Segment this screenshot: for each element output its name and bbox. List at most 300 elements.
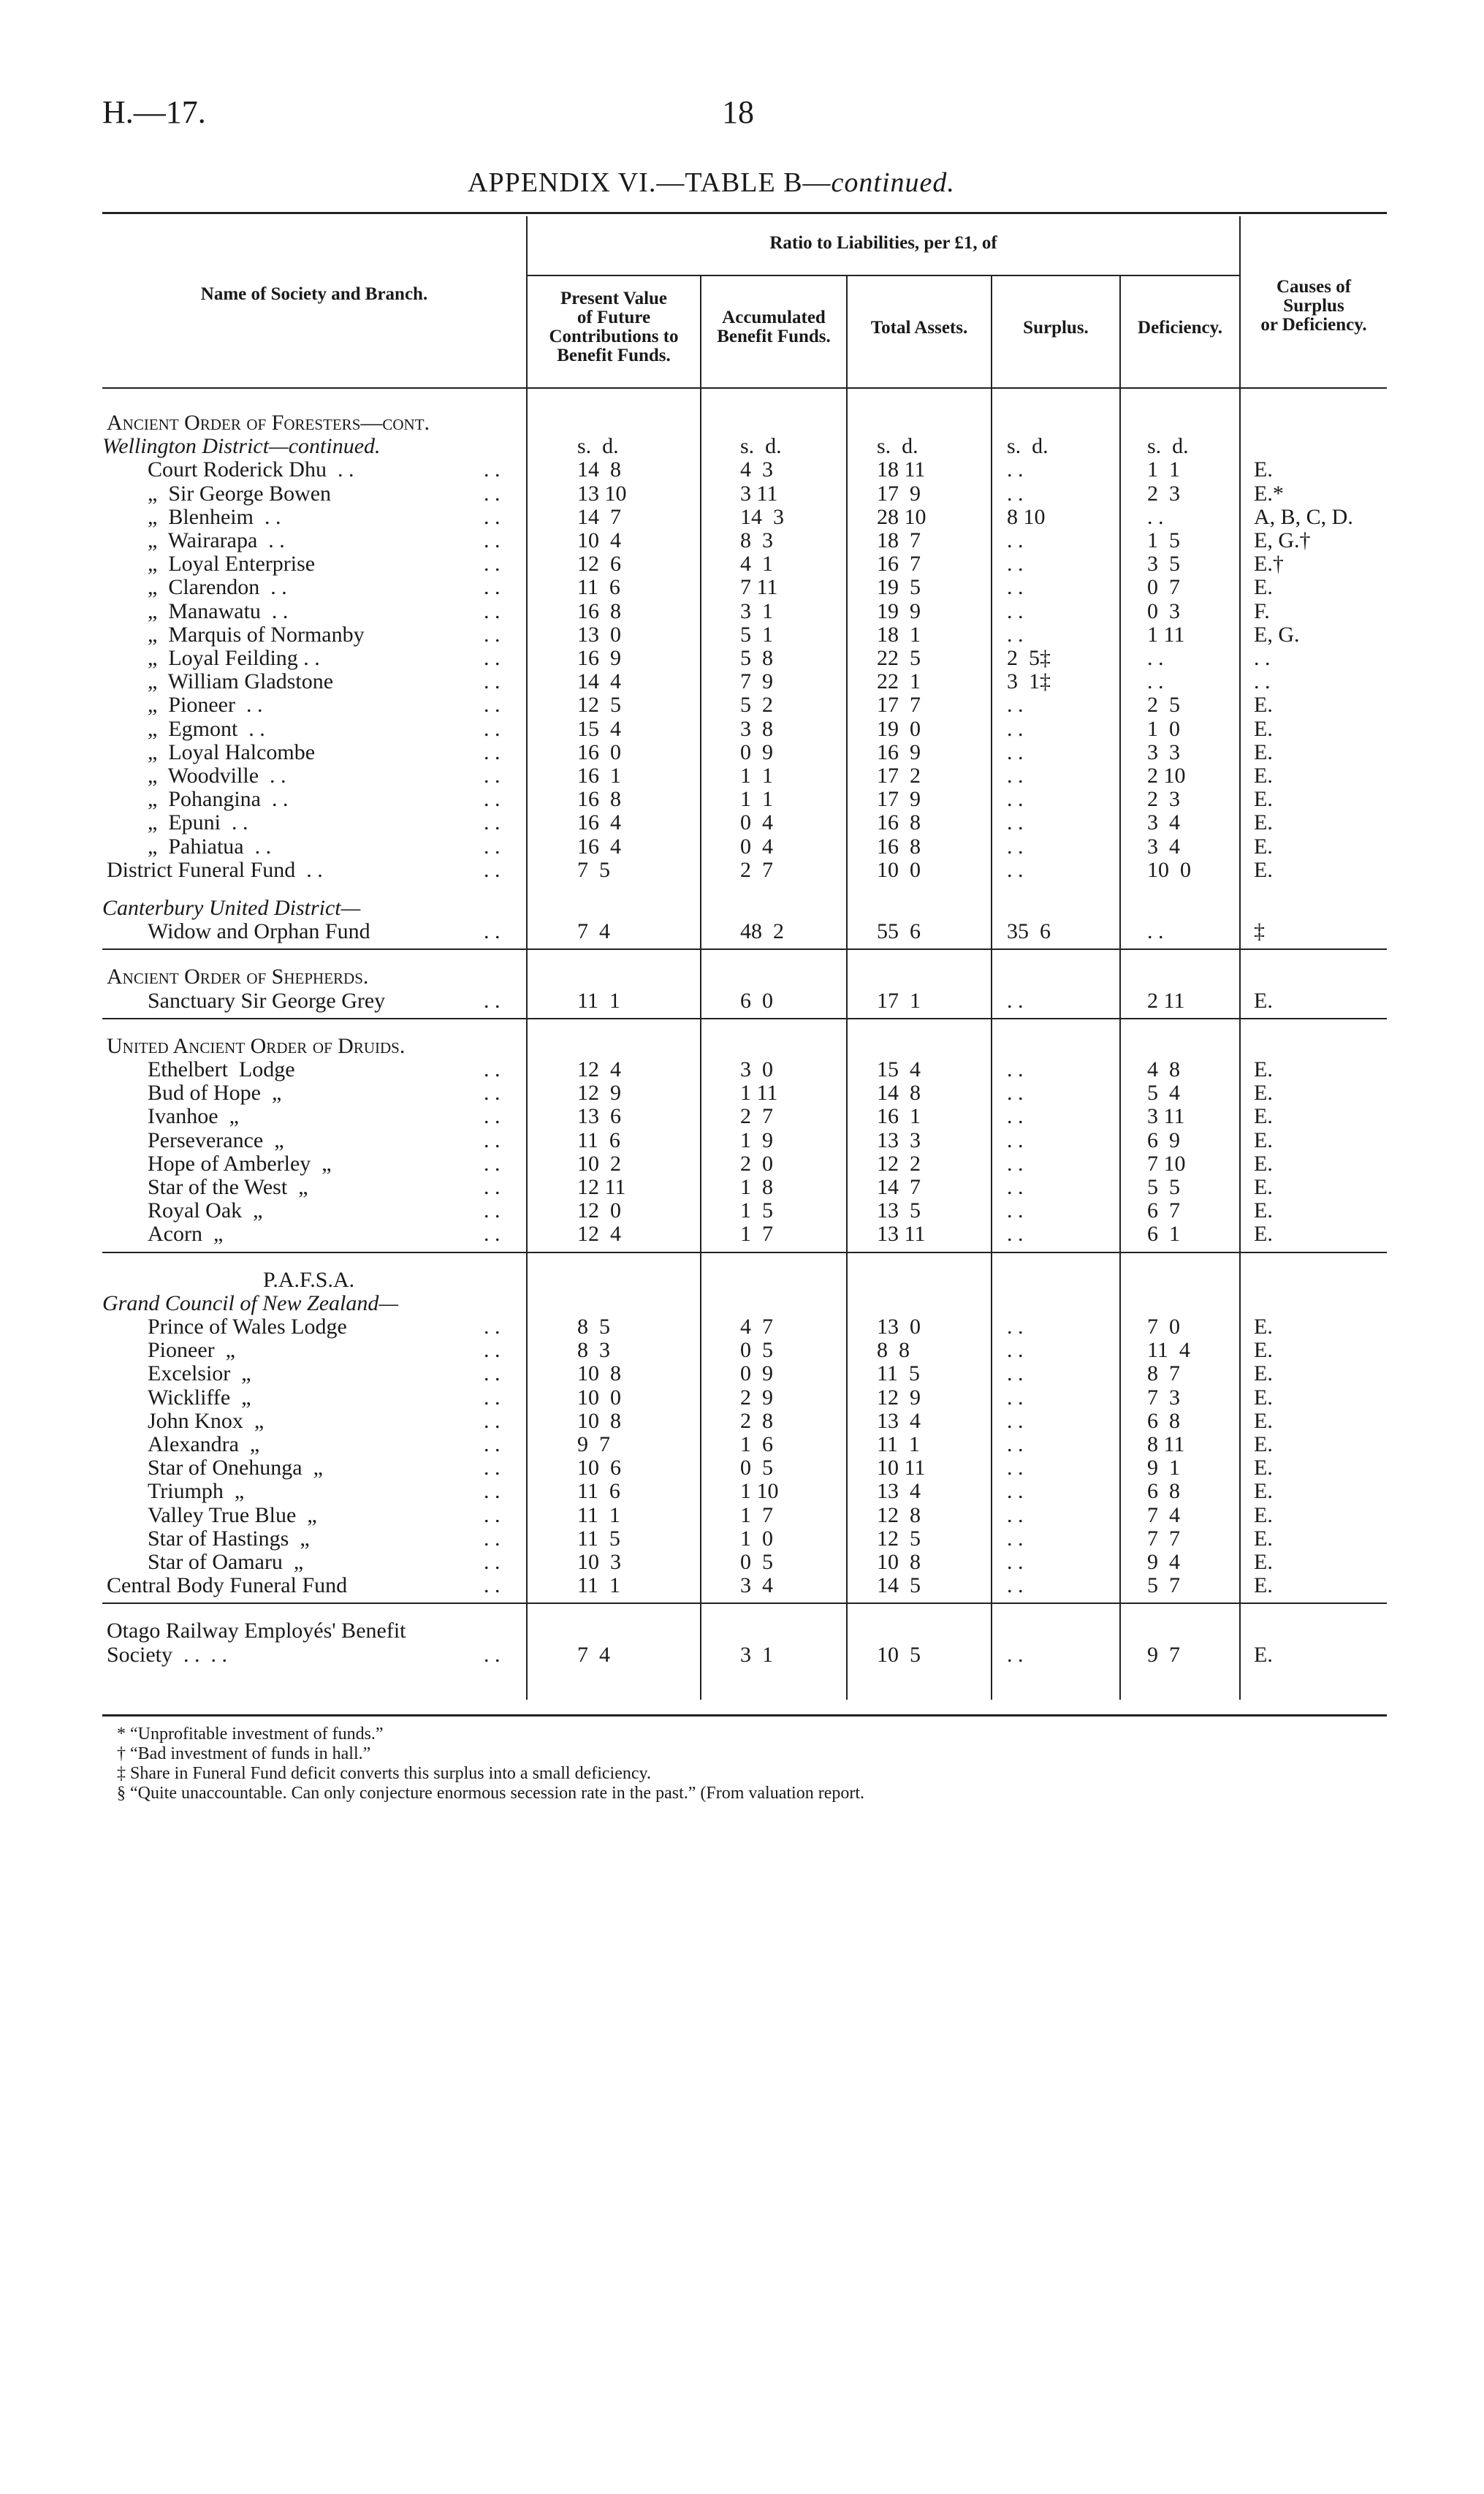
table-row	[0, 575, 1484, 599]
leader-dots: . .	[484, 1385, 501, 1410]
cell-surplus: . .	[1007, 1081, 1024, 1106]
row-name: Grand Council of New Zealand—	[102, 1290, 399, 1315]
table-row	[0, 693, 1484, 717]
cell-pv: 12 4	[577, 1222, 621, 1247]
cell-causes: E.	[1254, 857, 1273, 882]
leader-dots: . .	[484, 552, 501, 577]
cell-causes: E.	[1254, 1081, 1273, 1106]
cell-acc: 14 3	[740, 504, 784, 529]
leader-dots: . .	[484, 919, 501, 944]
table-row	[0, 1385, 1484, 1410]
cell-pv: 10 0	[577, 1385, 621, 1410]
row-name: Acorn „	[148, 1222, 224, 1247]
cell-acc: 2 8	[740, 1408, 773, 1433]
cell-acc: 1 1	[740, 764, 773, 788]
cell-causes: E.	[1254, 1315, 1273, 1339]
leader-dots: . .	[484, 1642, 501, 1667]
cell-total: 12 8	[877, 1502, 921, 1527]
cell-causes: E.	[1254, 1456, 1273, 1480]
cell-pv: 11 6	[577, 1479, 620, 1504]
cell-deficiency: 6 1	[1147, 1222, 1180, 1247]
cell-total: 17 7	[877, 693, 921, 718]
table-row	[0, 1291, 1484, 1315]
cell-total: 13 4	[877, 1408, 921, 1433]
leader-dots: . .	[484, 1573, 501, 1598]
cell-total: s. d.	[877, 434, 918, 459]
cell-deficiency: 2 3	[1147, 481, 1180, 506]
cell-surplus: . .	[1007, 787, 1024, 812]
table-row	[0, 989, 1484, 1013]
table-row	[0, 858, 1484, 882]
table-row	[0, 965, 1484, 989]
row-name: Star of Hastings „	[148, 1526, 310, 1551]
cell-surplus: . .	[1007, 457, 1024, 482]
cell-deficiency: 1 11	[1147, 622, 1185, 647]
cell-deficiency: 1 1	[1147, 457, 1180, 482]
cell-acc: 4 3	[740, 457, 773, 482]
table-row	[0, 411, 1484, 435]
cell-surplus: . .	[1007, 988, 1024, 1013]
cell-causes: E.	[1254, 834, 1273, 859]
cell-deficiency: 11 4	[1147, 1338, 1190, 1363]
cell-total: 11 5	[877, 1361, 920, 1386]
cell-surplus: . .	[1007, 1385, 1024, 1410]
table-row	[0, 599, 1484, 623]
row-name: Widow and Orphan Fund	[148, 919, 370, 944]
cell-surplus: . .	[1007, 1456, 1024, 1480]
cell-surplus: . .	[1007, 764, 1024, 788]
cell-total: 10 5	[877, 1642, 921, 1667]
cell-pv: 11 6	[577, 575, 620, 600]
cell-surplus: . .	[1007, 1128, 1024, 1152]
cell-deficiency: 8 11	[1147, 1432, 1185, 1456]
cell-pv: 10 6	[577, 1456, 621, 1480]
cell-pv: 16 4	[577, 834, 621, 859]
cell-acc: 0 9	[740, 740, 773, 764]
leader-dots: . .	[484, 1432, 501, 1456]
cell-total: 12 5	[877, 1526, 921, 1551]
cell-causes: A, B, C, D.	[1254, 504, 1353, 529]
table-row	[0, 810, 1484, 834]
leader-dots: . .	[484, 1222, 501, 1247]
cell-deficiency: 3 11	[1147, 1104, 1185, 1129]
page-reference: H.—17.	[102, 94, 206, 130]
table-row	[0, 1104, 1484, 1128]
row-name: Wellington District—continued.	[102, 434, 381, 459]
header-total-assets: Total Assets.	[870, 318, 968, 338]
cell-acc: 0 5	[740, 1550, 773, 1574]
row-name: Ancient Order of Shepherds.	[107, 965, 369, 989]
cell-acc: 0 9	[740, 1361, 773, 1386]
row-name: Valley True Blue „	[148, 1502, 317, 1527]
table-row	[0, 1643, 1484, 1667]
cell-acc: 1 0	[740, 1526, 773, 1551]
leader-dots: . .	[484, 646, 501, 670]
row-name: P.A.F.S.A.	[263, 1267, 355, 1292]
cell-pv: 11 1	[577, 1573, 620, 1598]
row-name: „ Marquis of Normanby	[148, 622, 365, 647]
leader-dots: . .	[484, 481, 501, 506]
cell-total: 55 6	[877, 919, 921, 944]
table-row	[0, 1550, 1484, 1574]
cell-pv: 10 4	[577, 528, 621, 552]
leader-dots: . .	[484, 622, 501, 647]
leader-dots: . .	[484, 740, 501, 764]
cell-acc: 5 1	[740, 622, 773, 647]
row-name: Canterbury United District—	[102, 896, 361, 920]
leader-dots: . .	[484, 528, 501, 552]
cell-acc: 3 11	[740, 481, 778, 506]
table-row	[0, 717, 1484, 741]
cell-deficiency: 0 7	[1147, 575, 1180, 600]
leader-dots: . .	[484, 988, 501, 1013]
cell-deficiency: 2 5	[1147, 693, 1180, 718]
cell-causes: E.*	[1254, 481, 1284, 506]
footnote: † “Bad investment of funds in hall.”	[117, 1744, 371, 1763]
cell-pv: 12 0	[577, 1198, 621, 1223]
cell-surplus: . .	[1007, 740, 1024, 764]
table-row	[0, 528, 1484, 552]
table-row	[0, 1619, 1484, 1643]
cell-causes: E.	[1254, 1104, 1273, 1129]
table-row	[0, 1175, 1484, 1199]
cell-deficiency: 6 7	[1147, 1198, 1180, 1223]
cell-deficiency: 2 3	[1147, 787, 1180, 812]
leader-dots: . .	[484, 1104, 501, 1129]
cell-causes: . .	[1254, 669, 1271, 694]
cell-acc: s. d.	[740, 434, 782, 459]
cell-pv: 10 3	[577, 1550, 621, 1574]
cell-surplus: . .	[1007, 857, 1024, 882]
cell-total: 8 8	[877, 1338, 910, 1363]
row-name: Otago Railway Employés' Benefit	[107, 1619, 406, 1643]
row-name: „ Woodville . .	[148, 764, 286, 788]
cell-causes: E.	[1254, 693, 1273, 718]
cell-causes: E, G.	[1254, 622, 1300, 647]
row-name: Court Roderick Dhu . .	[148, 457, 354, 482]
cell-surplus: . .	[1007, 1222, 1024, 1247]
table-row	[0, 787, 1484, 811]
leader-dots: . .	[484, 1361, 501, 1386]
row-name: „ Clarendon . .	[148, 575, 287, 600]
cell-deficiency: 0 3	[1147, 598, 1180, 623]
cell-surplus: . .	[1007, 552, 1024, 577]
cell-causes: E.	[1254, 1550, 1273, 1574]
cell-surplus: . .	[1007, 1338, 1024, 1363]
row-name: „ Egmont . .	[148, 716, 265, 741]
cell-acc: 1 7	[740, 1222, 773, 1247]
row-name: „ Wairarapa . .	[148, 528, 285, 552]
cell-total: 19 0	[877, 716, 921, 741]
cell-acc: 6 0	[740, 988, 773, 1013]
row-name: Triumph „	[148, 1479, 245, 1504]
cell-acc: 2 9	[740, 1385, 773, 1410]
cell-deficiency: 9 4	[1147, 1550, 1180, 1574]
cell-deficiency: 6 8	[1147, 1479, 1180, 1504]
leader-dots: . .	[484, 457, 501, 482]
table-title-continued: continued.	[831, 167, 955, 198]
cell-total: 10 11	[877, 1456, 926, 1480]
cell-acc: 7 9	[740, 669, 773, 694]
cell-pv: 16 1	[577, 764, 621, 788]
cell-total: 22 1	[877, 669, 921, 694]
leader-dots: . .	[484, 1502, 501, 1527]
cell-pv: 13 10	[577, 481, 627, 506]
footnote: * “Unprofitable investment of funds.”	[117, 1725, 384, 1744]
cell-acc: 5 2	[740, 693, 773, 718]
table-row	[0, 1198, 1484, 1223]
cell-causes: E.	[1254, 1408, 1273, 1433]
row-name: Pioneer „	[148, 1338, 235, 1363]
cell-total: 19 9	[877, 598, 921, 623]
cell-acc: 1 9	[740, 1128, 773, 1152]
cell-acc: 1 10	[740, 1479, 779, 1504]
leader-dots: . .	[484, 669, 501, 694]
table-row	[0, 1432, 1484, 1456]
section-rule	[102, 1603, 1387, 1604]
table-title	[468, 167, 955, 199]
cell-deficiency: 10 0	[1147, 857, 1191, 882]
table-row	[0, 896, 1484, 920]
cell-deficiency: s. d.	[1147, 434, 1189, 459]
cell-total: 16 1	[877, 1104, 921, 1129]
cell-causes: ‡	[1254, 919, 1265, 944]
leader-dots: . .	[484, 716, 501, 741]
row-name: Ethelbert Lodge	[148, 1057, 295, 1081]
leader-dots: . .	[484, 810, 501, 835]
row-name: „ Loyal Feilding . .	[148, 646, 320, 670]
cell-deficiency: 6 8	[1147, 1408, 1180, 1433]
cell-pv: 11 6	[577, 1128, 620, 1152]
footnote: § “Quite unaccountable. Can only conjecture enormous secession rate in the past.” (From valuation report.	[117, 1784, 865, 1803]
cell-total: 16 9	[877, 740, 921, 764]
cell-surplus: . .	[1007, 1198, 1024, 1223]
leader-dots: . .	[484, 764, 501, 788]
table-row	[0, 1057, 1484, 1081]
cell-pv: 12 9	[577, 1081, 621, 1106]
cell-pv: 11 1	[577, 1502, 620, 1527]
leader-dots: . .	[484, 1408, 501, 1433]
cell-surplus: 8 10	[1007, 504, 1046, 529]
cell-pv: 16 4	[577, 810, 621, 835]
cell-acc: 1 1	[740, 787, 773, 812]
cell-deficiency: 5 7	[1147, 1573, 1180, 1598]
cell-pv: 14 8	[577, 457, 621, 482]
cell-acc: 3 1	[740, 1642, 773, 1667]
cell-pv: 16 9	[577, 646, 621, 670]
header-name-of-society: Name of Society and Branch.	[200, 284, 428, 304]
cell-deficiency: 4 8	[1147, 1057, 1180, 1081]
cell-causes: E.	[1254, 787, 1273, 812]
row-name: Alexandra „	[148, 1432, 260, 1456]
cell-pv: 9 7	[577, 1432, 610, 1456]
cell-causes: E.	[1254, 1198, 1273, 1223]
cell-total: 22 5	[877, 646, 921, 670]
cell-deficiency: . .	[1147, 504, 1164, 529]
cell-surplus: . .	[1007, 1104, 1024, 1129]
row-name: „ Pohangina . .	[148, 787, 289, 812]
cell-acc: 0 4	[740, 810, 773, 835]
cell-deficiency: 8 7	[1147, 1361, 1180, 1386]
cell-total: 10 8	[877, 1550, 921, 1574]
cell-causes: E.	[1254, 1502, 1273, 1527]
cell-deficiency: 9 1	[1147, 1456, 1180, 1480]
cell-surplus: . .	[1007, 1642, 1024, 1667]
cell-causes: E.	[1254, 1338, 1273, 1363]
cell-deficiency: 6 9	[1147, 1128, 1180, 1152]
cell-total: 17 9	[877, 481, 921, 506]
row-name: Central Body Funeral Fund	[107, 1573, 348, 1598]
cell-surplus: . .	[1007, 481, 1024, 506]
cell-deficiency: 5 4	[1147, 1081, 1180, 1106]
cell-deficiency: 5 5	[1147, 1175, 1180, 1199]
cell-total: 13 3	[877, 1128, 921, 1152]
row-name: „ Blenheim . .	[148, 504, 281, 529]
cell-pv: 12 5	[577, 693, 621, 718]
page-number: 18	[722, 94, 754, 130]
table-row	[0, 1409, 1484, 1433]
cell-surplus: s. d.	[1007, 434, 1049, 459]
cell-surplus: . .	[1007, 1432, 1024, 1456]
cell-total: 13 0	[877, 1315, 921, 1339]
cell-total: 17 1	[877, 988, 921, 1013]
row-name: „ Epuni . .	[148, 810, 248, 835]
cell-deficiency: . .	[1147, 646, 1164, 670]
cell-causes: E.	[1254, 1128, 1273, 1152]
cell-total: 10 0	[877, 857, 921, 882]
header-deficiency: Deficiency.	[1138, 318, 1222, 338]
cell-pv: 16 8	[577, 598, 621, 623]
cell-pv: 10 2	[577, 1151, 621, 1176]
leader-dots: . .	[484, 857, 501, 882]
cell-pv: 12 11	[577, 1175, 626, 1199]
leader-dots: . .	[484, 787, 501, 812]
cell-total: 12 9	[877, 1385, 921, 1410]
cell-pv: 15 4	[577, 716, 621, 741]
cell-acc: 4 7	[740, 1315, 773, 1339]
cell-total: 17 9	[877, 787, 921, 812]
cell-deficiency: 7 4	[1147, 1502, 1180, 1527]
cell-surplus: 3 1‡	[1007, 669, 1051, 694]
cell-causes: E.	[1254, 1385, 1273, 1410]
cell-deficiency: 3 4	[1147, 810, 1180, 835]
cell-pv: 14 4	[577, 669, 621, 694]
table-row	[0, 1034, 1484, 1058]
cell-causes: E.	[1254, 716, 1273, 741]
cell-pv: 13 0	[577, 622, 621, 647]
cell-deficiency: 7 0	[1147, 1315, 1180, 1339]
table-row	[0, 1081, 1484, 1105]
cell-total: 17 2	[877, 764, 921, 788]
leader-dots: . .	[484, 598, 501, 623]
cell-surplus: . .	[1007, 1315, 1024, 1339]
table-row	[0, 482, 1484, 506]
cell-surplus: . .	[1007, 834, 1024, 859]
cell-surplus: . .	[1007, 622, 1024, 647]
cell-pv: 10 8	[577, 1408, 621, 1433]
cell-acc: 2 7	[740, 1104, 773, 1129]
cell-pv: 10 8	[577, 1361, 621, 1386]
cell-surplus: . .	[1007, 1550, 1024, 1574]
table-title-main: APPENDIX VI.—TABLE B—	[468, 167, 832, 198]
cell-causes: E.†	[1254, 552, 1284, 577]
cell-pv: 16 0	[577, 740, 621, 764]
cell-causes: E.	[1254, 1479, 1273, 1504]
row-name: „ Pahiatua . .	[148, 834, 272, 859]
cell-acc: 2 0	[740, 1151, 773, 1176]
leader-dots: . .	[484, 1479, 501, 1504]
cell-total: 16 7	[877, 552, 921, 577]
row-name: Hope of Amberley „	[148, 1151, 332, 1176]
cell-pv: 7 4	[577, 919, 610, 944]
table-row	[0, 1222, 1484, 1246]
cell-total: 13 5	[877, 1198, 921, 1223]
cell-acc: 1 8	[740, 1175, 773, 1199]
table-row	[0, 1315, 1484, 1339]
table-row	[0, 1128, 1484, 1152]
row-name: „ Loyal Enterprise	[148, 552, 316, 577]
cell-surplus: . .	[1007, 1175, 1024, 1199]
section-rule	[102, 1252, 1387, 1253]
table-row	[0, 1527, 1484, 1551]
cell-surplus: 35 6	[1007, 919, 1051, 944]
cell-total: 14 5	[877, 1573, 921, 1598]
row-name: John Knox „	[148, 1408, 265, 1433]
cell-pv: 8 3	[577, 1338, 610, 1363]
leader-dots: . .	[484, 1526, 501, 1551]
cell-total: 18 1	[877, 622, 921, 647]
leader-dots: . .	[484, 1128, 501, 1152]
cell-deficiency: 7 10	[1147, 1151, 1186, 1176]
row-name: Star of the West „	[148, 1175, 308, 1199]
section-rule	[102, 1018, 1387, 1019]
cell-deficiency: 3 5	[1147, 552, 1180, 577]
leader-dots: . .	[484, 1057, 501, 1081]
cell-surplus: . .	[1007, 810, 1024, 835]
cell-acc: 7 11	[740, 575, 778, 600]
header-accumulated: Accumulated Benefit Funds.	[717, 308, 831, 346]
cell-deficiency: 3 4	[1147, 834, 1180, 859]
cell-causes: E.	[1254, 1642, 1273, 1667]
table-row	[0, 434, 1484, 458]
cell-acc: 1 11	[740, 1081, 778, 1106]
cell-causes: E.	[1254, 1222, 1273, 1247]
cell-acc: 48 2	[740, 919, 784, 944]
cell-deficiency: 9 7	[1147, 1642, 1180, 1667]
leader-dots: . .	[484, 1550, 501, 1574]
cell-surplus: . .	[1007, 575, 1024, 600]
leader-dots: . .	[484, 1198, 501, 1223]
row-name: Perseverance „	[148, 1128, 284, 1152]
row-name: District Funeral Fund . .	[107, 857, 323, 882]
cell-total: 18 11	[877, 457, 926, 482]
cell-deficiency: 1 0	[1147, 716, 1180, 741]
table-row	[0, 1268, 1484, 1292]
cell-surplus: . .	[1007, 528, 1024, 552]
cell-causes: F.	[1254, 598, 1270, 623]
cell-total: 14 8	[877, 1081, 921, 1106]
table-row	[0, 457, 1484, 482]
cell-pv: 12 4	[577, 1057, 621, 1081]
cell-surplus: . .	[1007, 1479, 1024, 1504]
cell-surplus: . .	[1007, 1361, 1024, 1386]
footnote: ‡ Share in Funeral Fund deficit converts this surplus into a small deficiency.	[117, 1764, 651, 1783]
cell-surplus: . .	[1007, 1502, 1024, 1527]
cell-pv: 11 5	[577, 1526, 620, 1551]
row-name: „ Sir George Bowen	[148, 481, 332, 506]
cell-total: 13 11	[877, 1222, 926, 1247]
cell-causes: E.	[1254, 1573, 1273, 1598]
